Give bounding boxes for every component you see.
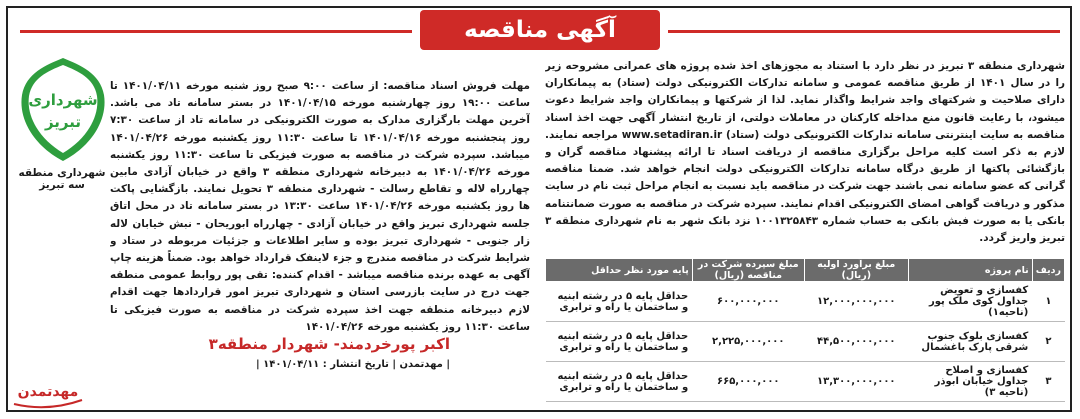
header-name: نام پروژه bbox=[908, 259, 1032, 282]
row-grade: حداقل پایه ۵ در رشته ابنیه و ساختمان یا راه و ترابری bbox=[546, 362, 693, 402]
row-num: ۳ bbox=[1032, 362, 1064, 402]
row-name: کفسازی و تعویض جداول کوی ملک پور (ناحیه۱) bbox=[908, 282, 1032, 322]
row-estimate: ۴۴,۵۰۰,۰۰۰,۰۰۰ bbox=[804, 322, 908, 362]
header-num: ردیف bbox=[1032, 259, 1064, 282]
row-num: ۱ bbox=[1032, 282, 1064, 322]
title-rule-left bbox=[20, 30, 412, 33]
table-row bbox=[546, 282, 1065, 322]
row-name: کفسازی و اصلاح جداول خیابان ابوذر (ناحیه ۳) bbox=[908, 362, 1032, 402]
publication-info: | مهدتمدن | تاریخ انتشار : ۱۴۰۱/۰۴/۱۱ | bbox=[256, 359, 450, 370]
row-grade: حداقل پایه ۵ در رشته ابنیه و ساختمان یا راه و ترابری bbox=[546, 282, 693, 322]
body-left-text: مهلت فروش اسناد مناقصه: از ساعت ۹:۰۰ صبح روز شنبه مورخه ۱۴۰۱/۰۴/۱۱ تا ساعت ۱۹:۰۰ روز چهارشنبه مورخه ۱۴۰۱/۰۴/۱۵ در بستر سامانه تاد می باشد. آخرین مهلت بارگزاری مدارک به صورت الکترونیکی در سامانه تاد از ساعت ۷:۳۰ روز پنجشنبه مورخه ۱۴۰۱/۰۴/۱۶ تا ساعت ۱۱:۳۰ روز یکشنبه مورخه ۱۴۰۱/۰۴/۲۶ میباشد. سپرده شرکت در مناقصه به صورت فیزیکی تا ساعت ۱۱:۳۰ روز یکشنبه مورخه ۱۴۰۱/۰۴/۲۶ به دبیرخانه شهرداری منطقه ۳ واقع در خیابان آزادی مابین چهارراه لاله و تقاطع رسالت - شهرداری منطقه ۳ تحویل نمایند. بازگشایی پاکت ها روز یکشنبه مورخه ۱۴۰۱/۰۴/۲۶ ساعت ۱۳:۳۰ در بستر سامانه تاد در محل اتاق جلسه شهرداری تبریز واقع در خیابان آزادی - چهارراه ابوریحان - نبش خیابان لاله زار جنوبی - شهرداری تبریز بوده و سایر اطلاعات و جزئیات مربوطه در ستاد و شرایط شرکت در مناقصه مندرج و جزء لاینفک قرارداد خواهد بود. ضمناً هزینه چاپ آگهی به عهده برنده مناقصه میباشد - اقدام کننده: تقی پور روابط عمومی منطقه جهت درج در سایت بازرسی استان و شهرداری تبریز امور قراردادها جهت اقدام لازم دبیرخانه منطقه جهت اخذ سپرده شرکت در مناقصه به صورت فیزیکی تا ساعت ۱۱:۳۰ روز یکشنبه مورخه ۱۴۰۱/۰۴/۲۶ bbox=[110, 80, 530, 333]
row-deposit: ۲,۲۲۵,۰۰۰,۰۰۰ bbox=[692, 322, 804, 362]
projects-table bbox=[545, 258, 1065, 402]
row-name: کفسازی بلوک جنوب شرقی پارک باغشمال bbox=[908, 322, 1032, 362]
row-num: ۲ bbox=[1032, 322, 1064, 362]
municipality-logo-icon bbox=[18, 55, 108, 165]
newspaper-brand-icon bbox=[10, 378, 86, 410]
table-row bbox=[546, 362, 1065, 402]
signer-name: اکبر پورخردمند- شهردار منطقه۳ bbox=[208, 335, 450, 353]
header-grade: پایه مورد نظر حداقل bbox=[546, 259, 693, 282]
logo-text-top: شهرداری bbox=[28, 91, 98, 109]
logo-caption: شهرداری منطقه سه تبریز bbox=[18, 167, 106, 191]
title-rule-right bbox=[668, 30, 1060, 33]
row-estimate: ۱۳,۳۰۰,۰۰۰,۰۰۰ bbox=[804, 362, 908, 402]
row-deposit: ۶۰۰,۰۰۰,۰۰۰ bbox=[692, 282, 804, 322]
body-right-text: شهرداری منطقه ۳ تبریز در نظر دارد با استناد به مجوزهای اخذ شده پروژه های عمرانی مشروحه زیر را در سال ۱۴۰۱ از طریق مناقصه عمومی و سامانه تدارکات الکترونیکی دولت (ستاد) به پیمانکاران دارای صلاحیت و شرکتهای واجد شرایط واگذار نماید. لذا از شرکتها و پیمانکاران واجد شرایط دعوت میشود، با رعایت قانون منع مداخله کارکنان در معاملات دولتی، از تاریخ انتشار آگهی جهت اخذ اسناد مناقصه به سایت اینترنتی سامانه تدارکات الکترونیکی دولت (ستاد) www.setadiran.ir مراجعه نمایند. لازم به ذکر است کلیه مراحل برگزاری مناقصه از دریافت اسناد تا ارائه پیشنهاد مناقصه گران و بازگشائی پاکتها از طریق درگاه سامانه تدارکات الکترونیکی دولت انجام خواهد شد. ضمنا مناقصه گرانی که عضو سامانه نمی باشند جهت شرکت در مناقصه باید نسبت به انجام مراحل ثبت نام در سایت مذکور و دریافت گواهی امضای الکترونیکی اقدام نمایند. سپرده شرکت در مناقصه به صورت ضمانتنامه بانکی یا به صورت فیش بانکی به حساب شماره ۱۰۰۱۳۲۵۸۴۳ نزد بانک شهر به نام شهرداری منطقه ۳ تبریز واریز گردد. bbox=[545, 60, 1065, 245]
logo-text-bottom: تبریز bbox=[44, 113, 82, 131]
brand-stamp-text: مهدتمدن bbox=[17, 384, 79, 400]
row-grade: حداقل پایه ۵ در رشته ابنیه و ساختمان یا راه و ترابری bbox=[546, 322, 693, 362]
row-deposit: ۶۶۵,۰۰۰,۰۰۰ bbox=[692, 362, 804, 402]
ad-title: آگهی مناقصه عمومی bbox=[420, 10, 660, 50]
table-header-row bbox=[546, 259, 1065, 282]
header-estimate: مبلغ برآورد اولیه (ریال) bbox=[804, 259, 908, 282]
row-estimate: ۱۲,۰۰۰,۰۰۰,۰۰۰ bbox=[804, 282, 908, 322]
table-row bbox=[546, 322, 1065, 362]
header-deposit: مبلغ سپرده شرکت در مناقصه (ریال) bbox=[692, 259, 804, 282]
